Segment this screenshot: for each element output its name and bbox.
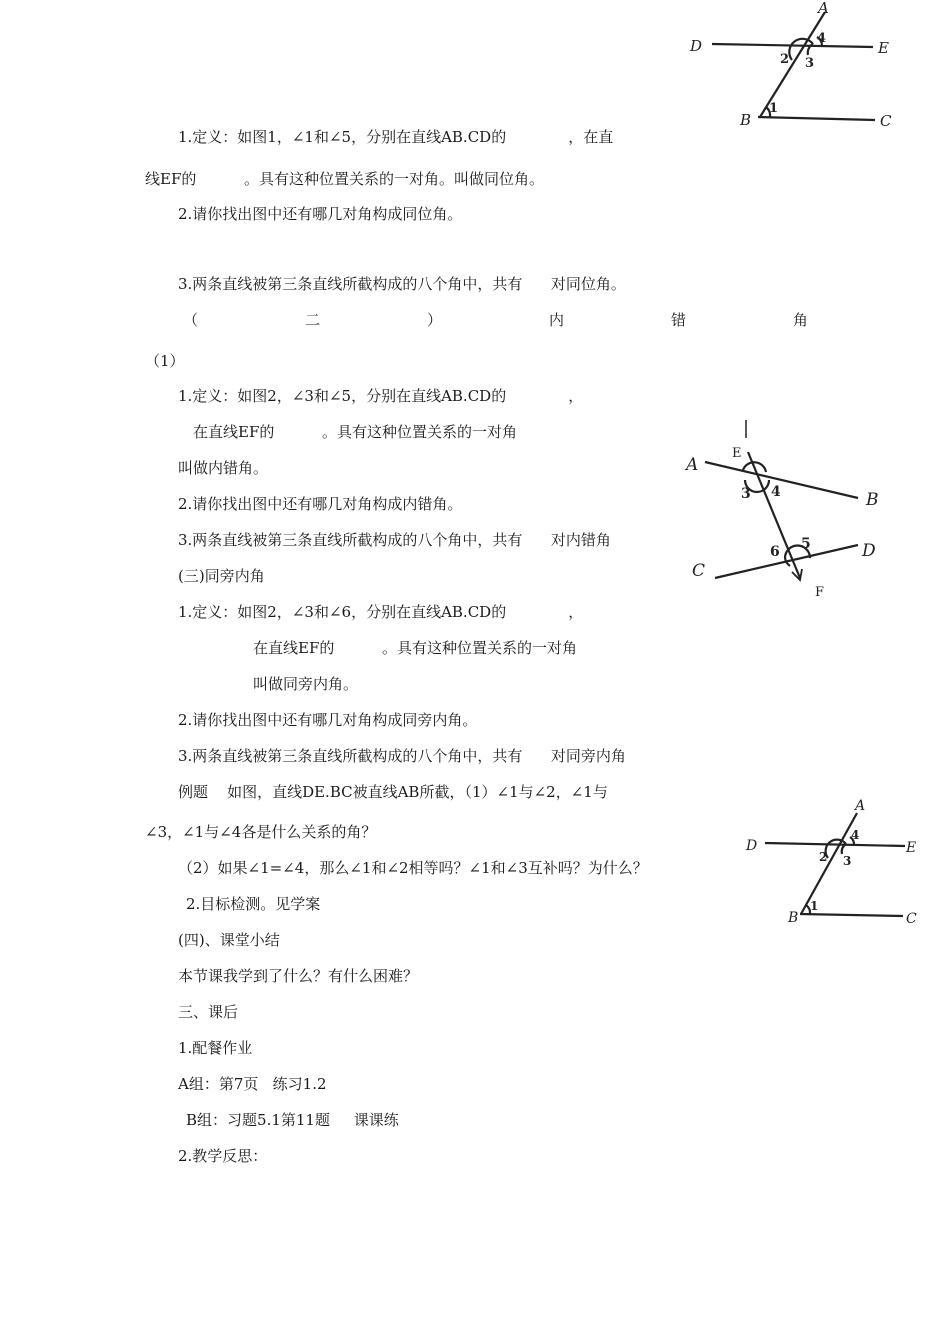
text-line-13: 1.定义：如图2，∠3和∠6，分别在直线AB.CD的 ，	[178, 603, 584, 621]
angle-arc-4	[850, 837, 854, 845]
text-line-12: (三)同旁内角	[178, 567, 265, 585]
text-line-7: 1.定义：如图2，∠3和∠5，分别在直线AB.CD的 ，	[178, 387, 584, 405]
arrow-f	[792, 569, 802, 580]
angle-arc-4	[745, 480, 769, 492]
angle-arc-1	[806, 905, 810, 914]
label-d: D	[690, 37, 703, 55]
label-a: A	[686, 455, 699, 475]
angle-arc-3	[808, 44, 813, 55]
text-line-6: （1）	[145, 352, 185, 370]
line-ef	[748, 452, 800, 578]
label-angle-3: 3	[805, 56, 815, 71]
text-line-15: 叫做同旁内角。	[253, 675, 359, 693]
label-b: B	[866, 490, 879, 510]
label-f: F	[815, 585, 825, 600]
text-line-11: 3.两条直线被第三条直线所截构成的八个角中，共有 对内错角	[178, 531, 611, 549]
text-line-14: 在直线EF的 。具有这种位置关系的一对角	[253, 639, 578, 657]
line-cd	[715, 545, 858, 578]
text-line-26: A组：第7页 练习1.2	[178, 1075, 327, 1093]
text-line-23: 本节课我学到了什么？有什么困难？	[178, 967, 419, 985]
angle-arc-6	[785, 558, 790, 566]
label-b: B	[740, 111, 752, 129]
text-line-3: 2.请你找出图中还有哪几对角构成同位角。	[178, 205, 463, 223]
label-b: B	[788, 910, 799, 926]
label-angle-3: 3	[741, 486, 751, 502]
heading-part: （	[183, 311, 199, 329]
angle-arc-5	[785, 546, 810, 558]
label-angle-4: 4	[771, 484, 781, 500]
text-line-28: 2.教学反思：	[178, 1147, 268, 1165]
text-line-8: 在直线EF的 。具有这种位置关系的一对角	[193, 423, 518, 441]
label-d: D	[746, 838, 758, 854]
heading-part: 错	[670, 311, 686, 329]
text-line-10: 2.请你找出图中还有哪几对角构成内错角。	[178, 495, 463, 513]
text-line-21: 2.目标检测。见学案	[186, 895, 321, 913]
label-angle-2: 2	[819, 850, 828, 864]
label-c: C	[880, 112, 892, 130]
label-angle-4: 4	[851, 828, 860, 842]
text-line-17: 3.两条直线被第三条直线所截构成的八个角中，共有 对同旁内角	[178, 747, 626, 765]
label-angle-2: 2	[780, 52, 790, 67]
label-angle-1: 1	[769, 101, 779, 116]
line-bc	[758, 117, 875, 120]
label-e: E	[878, 39, 889, 57]
label-c: C	[906, 911, 917, 927]
heading-part: 内	[548, 311, 564, 329]
text-line-1: 1.定义：如图1，∠1和∠5，分别在直线AB.CD的 ，在直	[178, 128, 614, 146]
text-line-16: 2.请你找出图中还有哪几对角构成同旁内角。	[178, 711, 478, 729]
label-e: E	[732, 446, 742, 461]
angle-arc-2	[826, 840, 846, 858]
line-ab	[760, 12, 825, 117]
label-c: C	[692, 561, 706, 581]
angle-arc-3	[842, 844, 846, 854]
text-line-18: 例题 如图，直线DE.BC被直线AB所截，（1）∠1与∠2，∠1与	[178, 783, 608, 801]
heading-part: 角	[792, 311, 808, 329]
text-line-27: B组：习题5.1第11题 课课练	[186, 1111, 399, 1129]
angle-arc-2	[789, 39, 813, 60]
text-line-25: 1.配餐作业	[178, 1039, 253, 1057]
heading-part: 二	[304, 311, 320, 329]
angle-arc-3	[743, 462, 766, 472]
label-e: E	[906, 840, 917, 856]
line-de	[765, 843, 905, 846]
text-line-22: (四)、课堂小结	[178, 931, 280, 949]
label-angle-3: 3	[843, 854, 852, 868]
label-angle-4: 4	[817, 31, 827, 46]
text-line-24: 三、课后	[178, 1003, 239, 1021]
line-ab	[801, 813, 860, 914]
angle-arc-1	[766, 107, 770, 117]
label-angle-5: 5	[801, 536, 811, 552]
line-de	[712, 44, 873, 47]
label-d: D	[862, 541, 876, 561]
heading-inner-alternate	[183, 310, 808, 330]
text-line-9: 叫做内错角。	[178, 459, 269, 477]
text-line-4: 3.两条直线被第三条直线所截构成的八个角中，共有 对同位角。	[178, 275, 626, 293]
label-angle-1: 1	[810, 899, 819, 913]
label-a: A	[818, 0, 829, 17]
line-bc	[800, 914, 903, 916]
heading-part: ）	[426, 311, 442, 329]
label-a: A	[855, 798, 866, 814]
text-line-19: ∠3，∠1与∠4各是什么关系的角？	[145, 823, 377, 841]
text-line-20: （2）如果∠1=∠4，那么∠1和∠2相等吗？∠1和∠3互补吗？为什么？	[178, 859, 648, 877]
angle-arc-4	[817, 37, 822, 45]
line-ab	[705, 462, 858, 498]
label-angle-6: 6	[770, 544, 780, 560]
text-line-2: 线EF的 。具有这种位置关系的一对角。叫做同位角。	[145, 170, 545, 188]
